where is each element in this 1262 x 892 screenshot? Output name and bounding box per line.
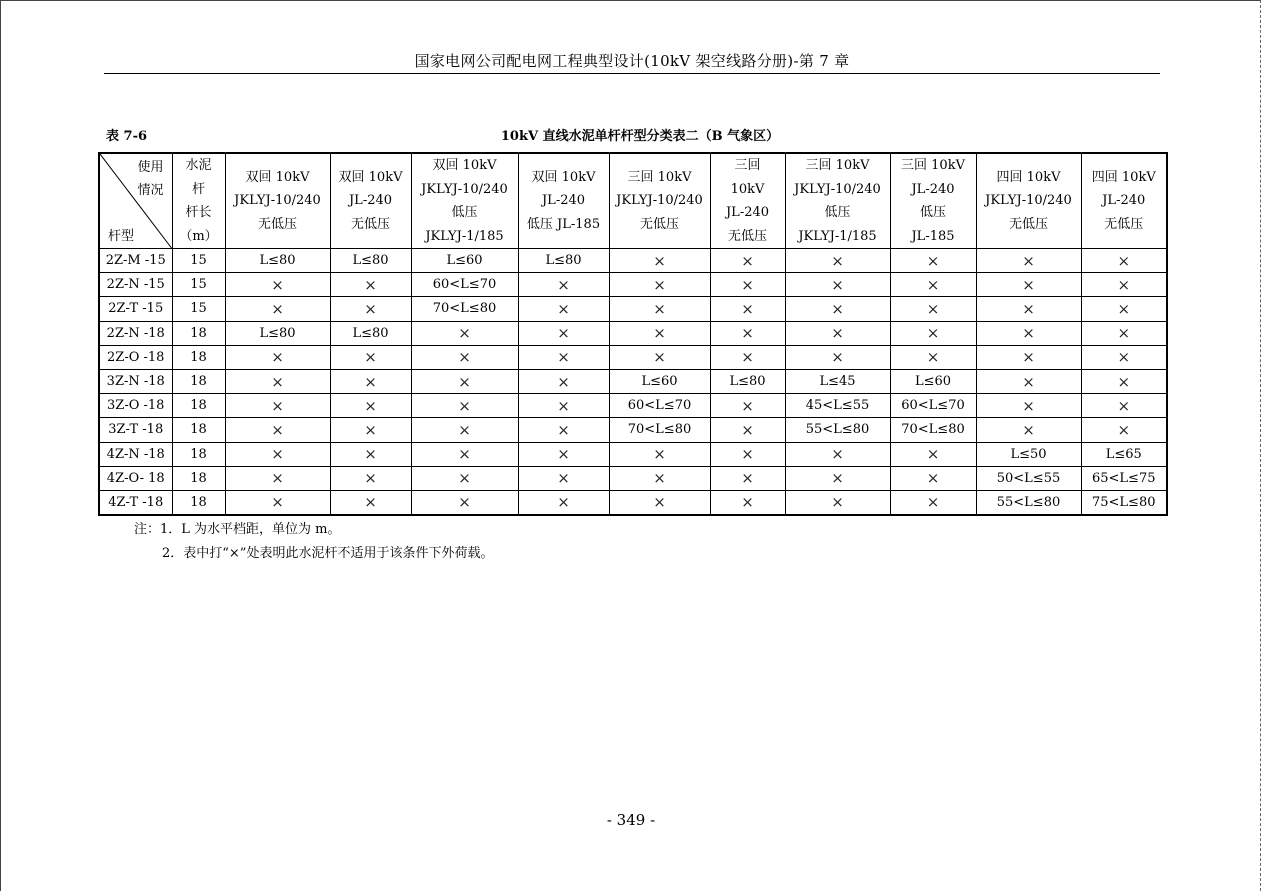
span-cell: 70<L≤80 xyxy=(411,297,518,321)
pole-length-cell: 15 xyxy=(172,297,225,321)
column-header-line: 杆长 xyxy=(185,205,212,220)
column-header-line: 三回 xyxy=(734,158,761,173)
span-cell: × xyxy=(710,321,785,345)
span-cell: 60<L≤70 xyxy=(609,394,710,418)
span-cell: × xyxy=(890,345,976,369)
span-cell: × xyxy=(225,345,330,369)
pole-type-cell: 3Z-T -18 xyxy=(99,418,172,442)
span-cell: × xyxy=(609,297,710,321)
span-cell: × xyxy=(225,418,330,442)
span-cell: × xyxy=(411,418,518,442)
column-header-line: 无低压 xyxy=(639,216,679,232)
span-cell: × xyxy=(785,490,890,515)
span-cell: × xyxy=(710,442,785,466)
pole-length-cell: 15 xyxy=(172,273,225,297)
span-cell: × xyxy=(609,490,710,515)
span-cell: L≤45 xyxy=(785,369,890,393)
column-header-line: 无低压 xyxy=(1104,216,1144,232)
span-cell: L≤50 xyxy=(976,442,1081,466)
span-cell: × xyxy=(609,466,710,490)
column-header-line: JKLYJ-1/185 xyxy=(798,228,877,244)
span-cell: × xyxy=(890,442,976,466)
note-1: 注：1．L 为水平档距，单位为 m。 xyxy=(134,522,341,537)
span-cell: × xyxy=(609,273,710,297)
pole-length-cell: 18 xyxy=(172,321,225,345)
span-cell: × xyxy=(518,442,609,466)
column-header-line: 杆 xyxy=(191,181,205,197)
column-header-line: JL-240 xyxy=(1102,193,1146,209)
table-row xyxy=(99,442,1167,466)
column-header-line: 双回 10kV xyxy=(338,169,403,185)
span-cell: L≤60 xyxy=(411,249,518,273)
usage-label-line: 情况 xyxy=(137,183,164,198)
span-cell: × xyxy=(225,394,330,418)
column-header-line: 无低压 xyxy=(727,228,767,244)
table-row xyxy=(99,490,1167,515)
table-body xyxy=(99,249,1167,516)
span-cell: L≤80 xyxy=(518,249,609,273)
span-cell: × xyxy=(330,369,411,393)
column-header-line: 无低压 xyxy=(1008,216,1048,232)
column-header-line: JKLYJ-10/240 xyxy=(616,193,703,209)
span-cell: × xyxy=(411,321,518,345)
span-cell: × xyxy=(411,345,518,369)
column-header xyxy=(710,153,785,249)
column-header xyxy=(1081,153,1167,249)
span-cell: × xyxy=(330,273,411,297)
span-cell: × xyxy=(976,297,1081,321)
span-cell: × xyxy=(225,297,330,321)
span-cell: × xyxy=(890,273,976,297)
column-header-line: 双回 10kV xyxy=(245,169,310,185)
column-header-line: （m） xyxy=(179,228,218,244)
span-cell: × xyxy=(330,394,411,418)
usage-label xyxy=(137,156,163,202)
column-header-line: 三回 10kV xyxy=(901,158,965,173)
header-row xyxy=(99,153,1167,249)
column-header xyxy=(411,153,518,249)
span-cell: × xyxy=(710,249,785,273)
pole-type-cell: 2Z-N -18 xyxy=(99,321,172,345)
span-cell: × xyxy=(785,297,890,321)
span-cell: × xyxy=(518,418,609,442)
pole-length-cell: 18 xyxy=(172,418,225,442)
span-cell: × xyxy=(976,249,1081,273)
page-number: - 349 - xyxy=(606,811,656,829)
pole-type-cell: 4Z-N -18 xyxy=(99,442,172,466)
column-header-line: 10kV xyxy=(730,181,765,197)
column-header xyxy=(330,153,411,249)
column-header-line: JL-240 xyxy=(348,193,393,209)
column-header xyxy=(976,153,1081,249)
span-cell: × xyxy=(976,345,1081,369)
span-cell: L≤80 xyxy=(225,249,330,273)
pole-type-cell: 2Z-M -15 xyxy=(99,249,172,273)
span-cell: × xyxy=(710,394,785,418)
span-cell: 55<L≤80 xyxy=(976,490,1081,515)
column-header xyxy=(172,153,225,249)
column-header-line: JL-240 xyxy=(911,181,955,197)
span-cell: × xyxy=(1081,394,1167,418)
span-cell: × xyxy=(710,297,785,321)
span-cell: × xyxy=(890,490,976,515)
column-header xyxy=(225,153,330,249)
table-row xyxy=(99,273,1167,297)
span-cell: × xyxy=(330,345,411,369)
pole-type-cell: 2Z-T -15 xyxy=(99,297,172,321)
table-header xyxy=(99,153,1167,249)
pole-length-cell: 18 xyxy=(172,369,225,393)
column-header-line: JL-185 xyxy=(911,228,955,244)
pole-type-label: 杆型 xyxy=(108,229,135,244)
column-header-line: 无低压 xyxy=(350,216,390,232)
span-cell: L≤80 xyxy=(330,321,411,345)
column-header-line: 三回 10kV xyxy=(805,158,870,173)
span-cell: × xyxy=(225,369,330,393)
table-row xyxy=(99,321,1167,345)
span-cell: × xyxy=(518,490,609,515)
span-cell: × xyxy=(890,297,976,321)
span-cell: × xyxy=(225,273,330,297)
span-cell: × xyxy=(785,273,890,297)
span-cell: × xyxy=(518,321,609,345)
span-cell: × xyxy=(890,249,976,273)
pole-length-cell: 15 xyxy=(172,249,225,273)
span-cell: × xyxy=(518,273,609,297)
span-cell: 60<L≤70 xyxy=(411,273,518,297)
span-cell: 65<L≤75 xyxy=(1081,466,1167,490)
column-header-line: 四回 10kV xyxy=(1091,169,1156,185)
table-row xyxy=(99,345,1167,369)
span-cell: × xyxy=(890,321,976,345)
span-cell: × xyxy=(518,466,609,490)
pole-type-cell: 2Z-N -15 xyxy=(99,273,172,297)
span-cell: L≤80 xyxy=(225,321,330,345)
span-cell: × xyxy=(785,442,890,466)
span-cell: × xyxy=(330,466,411,490)
span-cell: × xyxy=(710,490,785,515)
span-cell: × xyxy=(976,321,1081,345)
pole-type-cell: 3Z-N -18 xyxy=(99,369,172,393)
table-row xyxy=(99,249,1167,273)
pole-type-cell: 3Z-O -18 xyxy=(99,394,172,418)
span-cell: × xyxy=(710,345,785,369)
span-cell: × xyxy=(976,418,1081,442)
table-label: 表 7-6 xyxy=(106,129,148,144)
table-row xyxy=(99,297,1167,321)
span-cell: × xyxy=(609,321,710,345)
span-cell: × xyxy=(976,273,1081,297)
pole-length-cell: 18 xyxy=(172,490,225,515)
span-cell: × xyxy=(785,345,890,369)
pole-length-cell: 18 xyxy=(172,442,225,466)
span-cell: × xyxy=(225,490,330,515)
pole-length-cell: 18 xyxy=(172,466,225,490)
span-cell: × xyxy=(518,345,609,369)
span-cell: × xyxy=(330,442,411,466)
span-cell: × xyxy=(225,442,330,466)
column-header-line: 水泥 xyxy=(185,158,212,173)
span-cell: × xyxy=(890,466,976,490)
header-rule xyxy=(104,73,1160,74)
span-cell: × xyxy=(785,321,890,345)
span-cell: 50<L≤55 xyxy=(976,466,1081,490)
span-cell: × xyxy=(411,466,518,490)
span-cell: × xyxy=(330,297,411,321)
span-cell: 70<L≤80 xyxy=(890,418,976,442)
span-cell: × xyxy=(411,394,518,418)
span-cell: 70<L≤80 xyxy=(609,418,710,442)
span-cell: 60<L≤70 xyxy=(890,394,976,418)
column-header-line: 低压 JL-185 xyxy=(526,216,601,232)
span-cell: × xyxy=(518,369,609,393)
span-cell: L≤80 xyxy=(330,249,411,273)
span-cell: × xyxy=(710,273,785,297)
span-cell: × xyxy=(976,369,1081,393)
pole-type-table xyxy=(98,152,1168,516)
table-row xyxy=(99,369,1167,393)
column-header xyxy=(518,153,609,249)
column-header-line: 三回 10kV xyxy=(627,169,692,185)
usage-label-line: 使用 xyxy=(137,160,164,175)
span-cell: × xyxy=(609,249,710,273)
span-cell: × xyxy=(1081,249,1167,273)
diagonal-header-cell xyxy=(99,153,172,249)
span-cell: × xyxy=(1081,297,1167,321)
span-cell: × xyxy=(411,490,518,515)
column-header-line: 无低压 xyxy=(257,216,297,232)
pole-length-cell: 18 xyxy=(172,345,225,369)
span-cell: × xyxy=(518,297,609,321)
span-cell: × xyxy=(411,442,518,466)
column-header-line: 双回 10kV xyxy=(531,169,596,185)
span-cell: × xyxy=(1081,369,1167,393)
column-header-line: JL-240 xyxy=(725,205,770,220)
column-header-line: 低压 xyxy=(451,205,478,220)
table-title: 10kV 直线水泥单杆杆型分类表二（B 气象区） xyxy=(500,129,780,144)
span-cell: × xyxy=(1081,321,1167,345)
span-cell: 75<L≤80 xyxy=(1081,490,1167,515)
span-cell: × xyxy=(225,466,330,490)
note-2: 2．表中打“×”处表明此水泥杆不适用于该条件下外荷载。 xyxy=(162,546,494,561)
span-cell: 45<L≤55 xyxy=(785,394,890,418)
span-cell: × xyxy=(785,466,890,490)
table-row xyxy=(99,418,1167,442)
span-cell: × xyxy=(518,394,609,418)
column-header xyxy=(785,153,890,249)
column-header-line: JKLYJ-10/240 xyxy=(234,193,321,209)
span-cell: × xyxy=(1081,418,1167,442)
column-header-line: JL-240 xyxy=(541,193,586,209)
column-header-line: 四回 10kV xyxy=(996,169,1061,185)
column-header-line: JKLYJ-10/240 xyxy=(794,181,881,197)
table-row xyxy=(99,394,1167,418)
column-header xyxy=(890,153,976,249)
column-header-line: 低压 xyxy=(824,205,851,220)
column-header-line: JKLYJ-10/240 xyxy=(421,181,508,197)
table-row xyxy=(99,466,1167,490)
span-cell: × xyxy=(1081,273,1167,297)
column-header-line: 低压 xyxy=(919,205,946,220)
span-cell: L≤60 xyxy=(890,369,976,393)
pole-type-cell: 2Z-O -18 xyxy=(99,345,172,369)
span-cell: L≤60 xyxy=(609,369,710,393)
span-cell: × xyxy=(609,345,710,369)
span-cell: × xyxy=(330,490,411,515)
pole-type-cell: 4Z-T -18 xyxy=(99,490,172,515)
column-header-line: JKLYJ-10/240 xyxy=(985,193,1072,209)
span-cell: × xyxy=(330,418,411,442)
span-cell: × xyxy=(609,442,710,466)
pole-length-cell: 18 xyxy=(172,394,225,418)
span-cell: 55<L≤80 xyxy=(785,418,890,442)
pole-type-cell: 4Z-O- 18 xyxy=(99,466,172,490)
span-cell: L≤80 xyxy=(710,369,785,393)
span-cell: L≤65 xyxy=(1081,442,1167,466)
running-header: 国家电网公司配电网工程典型设计(10kV 架空线路分册)-第 7 章 xyxy=(414,52,850,70)
span-cell: × xyxy=(411,369,518,393)
column-header-line: 双回 10kV xyxy=(432,158,497,173)
span-cell: × xyxy=(785,249,890,273)
column-header-line: JKLYJ-1/185 xyxy=(425,228,504,244)
span-cell: × xyxy=(1081,345,1167,369)
span-cell: × xyxy=(976,394,1081,418)
span-cell: × xyxy=(710,466,785,490)
column-header xyxy=(609,153,710,249)
span-cell: × xyxy=(710,418,785,442)
